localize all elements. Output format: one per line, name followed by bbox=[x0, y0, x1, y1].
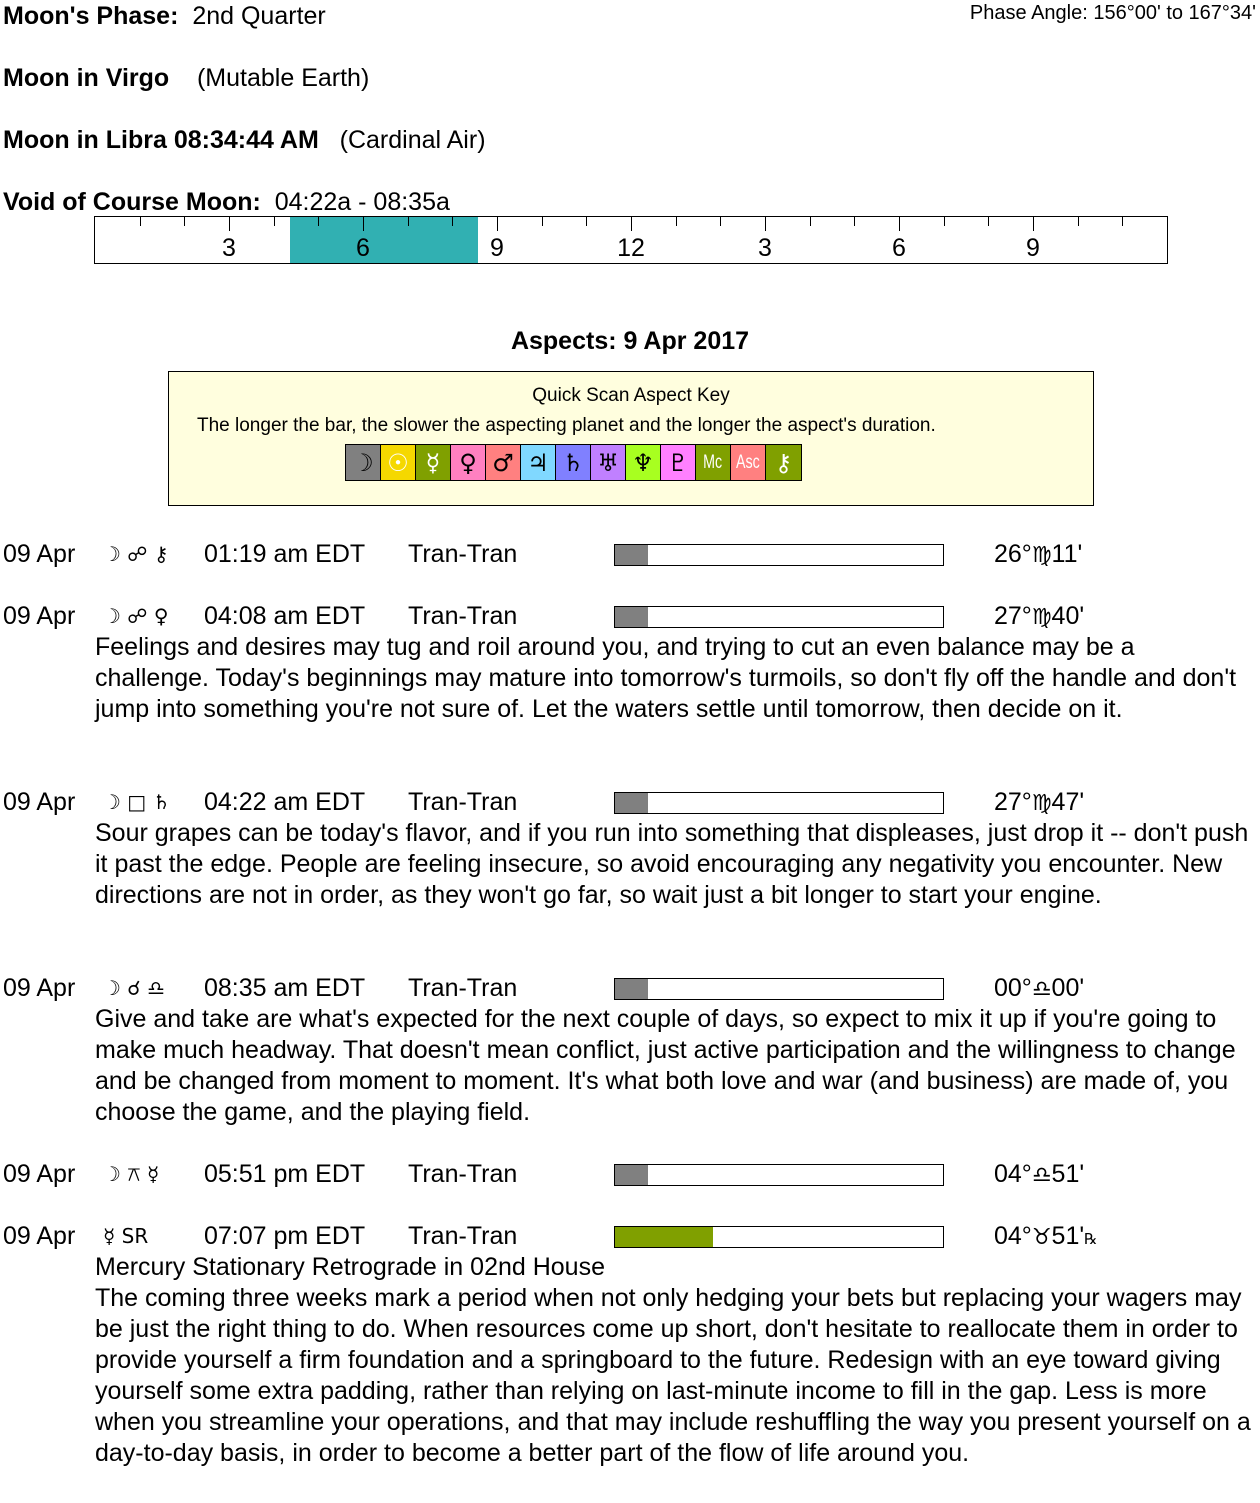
neptune-icon: ♆ bbox=[632, 448, 654, 477]
moon-sign-1-value: (Mutable Earth) bbox=[196, 64, 370, 92]
aspect-duration-fill bbox=[615, 979, 648, 999]
void-of-course bbox=[3, 187, 450, 217]
aspect-interpretation bbox=[95, 818, 1255, 911]
timeline-tick bbox=[542, 217, 543, 226]
position-degree: 04° bbox=[994, 1222, 1032, 1250]
aspect-duration-bar bbox=[614, 792, 944, 814]
timeline-label: 6 bbox=[356, 234, 370, 262]
timeline-tick bbox=[586, 217, 587, 226]
timeline-tick bbox=[988, 217, 989, 226]
aspect-duration-fill bbox=[615, 793, 648, 813]
aspect-row bbox=[0, 601, 1260, 631]
position-minute: 47' bbox=[1051, 788, 1085, 816]
aspect-position bbox=[994, 1159, 1084, 1192]
aspect-time: 04:22 am EDT bbox=[204, 788, 366, 816]
moon-sign-1-label: Moon in Virgo bbox=[3, 64, 170, 92]
timeline-label: 6 bbox=[892, 234, 906, 262]
aspect-key-description: The longer the bar, the slower the aspecting planet and the longer the aspect's duration. bbox=[197, 415, 936, 436]
aspect-interpretation bbox=[95, 1252, 1255, 1469]
moon-icon: ☽ bbox=[352, 448, 374, 477]
aspect-position bbox=[994, 1221, 1098, 1254]
aspect-time: 08:35 am EDT bbox=[204, 974, 366, 1002]
position-degree: 27° bbox=[994, 788, 1032, 816]
uranus-icon: ♅ bbox=[597, 448, 619, 477]
key-cell-moon bbox=[346, 445, 381, 480]
moon-sign-2-label: Moon in Libra 08:34:44 AM bbox=[3, 126, 319, 154]
position-degree: 26° bbox=[994, 540, 1032, 568]
zodiac-sign-icon: ♍ bbox=[1031, 791, 1052, 816]
aspect-duration-bar bbox=[614, 1164, 944, 1186]
aspect-row bbox=[0, 973, 1260, 1003]
timeline-tick bbox=[452, 217, 453, 226]
aspect-row bbox=[0, 787, 1260, 817]
key-cell-neptune bbox=[626, 445, 661, 480]
key-cell-chiron bbox=[766, 445, 801, 480]
timeline-tick bbox=[408, 217, 409, 226]
timeline-tick bbox=[676, 217, 677, 226]
aspect-row bbox=[0, 1221, 1260, 1251]
aspect-position bbox=[994, 601, 1084, 634]
key-cell-sun bbox=[381, 445, 416, 480]
aspect-duration-fill bbox=[615, 545, 648, 565]
aspect-type: Tran-Tran bbox=[408, 602, 518, 630]
aspect-glyphs-icon: ☽ □ ♄ bbox=[103, 790, 171, 814]
aspect-glyphs-icon: ☽ ☌ ♎ bbox=[103, 976, 166, 1000]
aspect-time: 05:51 pm EDT bbox=[204, 1160, 366, 1188]
timeline-tick bbox=[944, 217, 945, 226]
timeline-tick bbox=[1078, 217, 1079, 226]
retrograde-icon: ℞ bbox=[1084, 1230, 1098, 1248]
aspect-duration-bar bbox=[614, 978, 944, 1000]
saturn-icon: ♄ bbox=[562, 448, 584, 477]
aspect-duration-bar bbox=[614, 606, 944, 628]
timeline-label: 9 bbox=[1026, 234, 1040, 262]
moon-phase-value: 2nd Quarter bbox=[192, 2, 326, 30]
position-minute: 51' bbox=[1051, 1222, 1085, 1250]
aspect-glyphs-icon: ☽ ⚻ ☿ bbox=[103, 1162, 160, 1186]
aspect-time: 01:19 am EDT bbox=[204, 540, 366, 568]
pluto-icon: ♇ bbox=[667, 448, 689, 477]
timeline-tick bbox=[810, 217, 811, 226]
aspect-interpretation bbox=[95, 632, 1255, 725]
aspect-glyphs-icon: ☿ SR bbox=[103, 1224, 149, 1248]
aspect-interpretation-text: Feelings and desires may tug and roil around you, and trying to cut an even balance may be a challenge. Today's beginnings may mature into tomorrow's turmoils, so don't fly off the handle and don't jump into something you're not sure of. Let the waters settle until tomorrow, then decide on it. bbox=[95, 633, 1237, 723]
aspect-interpretation-text: Give and take are what's expected for the next couple of days, so expect to mix it up if you're going to make much headway. That doesn't mean conflict, just active participation and the willingness to change and be changed from moment to moment. It's what both love and war (and business) are made of, you choose the game, and the playing field. bbox=[95, 1005, 1236, 1126]
aspect-interpretation bbox=[95, 1004, 1255, 1128]
position-minute: 40' bbox=[1051, 602, 1085, 630]
aspect-position bbox=[994, 787, 1084, 820]
key-cell-uranus bbox=[591, 445, 626, 480]
timeline-label: 3 bbox=[222, 234, 236, 262]
key-cell-saturn bbox=[556, 445, 591, 480]
position-minute: 11' bbox=[1051, 540, 1083, 568]
timeline-tick bbox=[140, 217, 141, 226]
voc-timeline bbox=[94, 216, 1168, 264]
timeline-tick bbox=[229, 217, 230, 231]
jupiter-icon: ♃ bbox=[527, 448, 549, 477]
aspect-type: Tran-Tran bbox=[408, 1160, 518, 1188]
aspect-date: 09 Apr bbox=[3, 540, 76, 568]
zodiac-sign-icon: ♍ bbox=[1031, 605, 1052, 630]
ascendant-icon: Asc bbox=[736, 451, 760, 473]
moon-sign-libra bbox=[3, 125, 486, 155]
aspect-date: 09 Apr bbox=[3, 1222, 76, 1250]
position-minute: 51' bbox=[1051, 1160, 1085, 1188]
key-cell-venus bbox=[451, 445, 486, 480]
aspect-duration-bar bbox=[614, 1226, 944, 1248]
timeline-tick bbox=[1122, 217, 1123, 226]
timeline-tick bbox=[765, 217, 766, 231]
timeline-tick bbox=[274, 217, 275, 226]
timeline-tick bbox=[1033, 217, 1034, 231]
aspect-type: Tran-Tran bbox=[408, 788, 518, 816]
aspect-interpretation-text: Sour grapes can be today's flavor, and if you run into something that displeases, just drop it -- don't push it past the edge. People are feeling insecure, so avoid encouraging any negativity you encounter. New directions are not in order, as they won't go far, so wait just a bit longer to start your engine. bbox=[95, 819, 1249, 909]
sun-icon: ☉ bbox=[387, 448, 409, 477]
timeline-tick bbox=[184, 217, 185, 226]
aspect-type: Tran-Tran bbox=[408, 974, 518, 1002]
aspect-duration-fill bbox=[615, 1227, 713, 1247]
timeline-label: 9 bbox=[490, 234, 504, 262]
aspect-time: 07:07 pm EDT bbox=[204, 1222, 366, 1250]
aspect-duration-fill bbox=[615, 607, 648, 627]
aspect-duration-fill bbox=[615, 1165, 648, 1185]
position-minute: 00' bbox=[1051, 974, 1085, 1002]
aspects-title: Aspects: 9 Apr 2017 bbox=[510, 327, 750, 355]
aspect-type: Tran-Tran bbox=[408, 1222, 518, 1250]
aspect-key-title: Quick Scan Aspect Key bbox=[532, 385, 730, 406]
mercury-icon: ☿ bbox=[425, 448, 441, 477]
timeline-tick bbox=[854, 217, 855, 226]
aspect-duration-bar bbox=[614, 544, 944, 566]
key-cell-mercury bbox=[416, 445, 451, 480]
aspect-row bbox=[0, 539, 1260, 569]
timeline-label: 12 bbox=[617, 234, 645, 262]
moon-phase-label: Moon's Phase: bbox=[3, 2, 179, 30]
timeline-tick bbox=[497, 217, 498, 231]
moon-sign-2-value: (Cardinal Air) bbox=[339, 126, 486, 154]
aspect-key-cells bbox=[345, 444, 802, 481]
key-cell-ascendant bbox=[731, 445, 766, 480]
aspect-type: Tran-Tran bbox=[408, 540, 518, 568]
aspect-glyphs-icon: ☽ ☍ ⚷ bbox=[103, 542, 169, 566]
voc-value: 04:22a - 08:35a bbox=[274, 188, 450, 216]
timeline-tick bbox=[720, 217, 721, 226]
key-cell-jupiter bbox=[521, 445, 556, 480]
midheaven-icon: Mc bbox=[703, 451, 723, 473]
zodiac-sign-icon: ♍ bbox=[1031, 543, 1052, 568]
zodiac-sign-icon: ♎ bbox=[1031, 1163, 1052, 1188]
key-cell-mars bbox=[486, 445, 521, 480]
aspect-date: 09 Apr bbox=[3, 1160, 76, 1188]
position-degree: 27° bbox=[994, 602, 1032, 630]
chiron-icon: ⚷ bbox=[774, 448, 793, 477]
aspect-position bbox=[994, 973, 1084, 1006]
zodiac-sign-icon: ♉ bbox=[1031, 1225, 1052, 1250]
aspect-date: 09 Apr bbox=[3, 602, 76, 630]
timeline-tick bbox=[899, 217, 900, 231]
aspect-date: 09 Apr bbox=[3, 974, 76, 1002]
voc-label: Void of Course Moon: bbox=[3, 188, 261, 216]
aspect-interpretation-title: Mercury Stationary Retrograde in 02nd House bbox=[95, 1253, 605, 1281]
key-cell-midheaven bbox=[696, 445, 731, 480]
aspect-date: 09 Apr bbox=[3, 788, 76, 816]
aspect-row bbox=[0, 1159, 1260, 1189]
timeline-tick bbox=[318, 217, 319, 226]
aspect-key-box bbox=[168, 371, 1094, 506]
aspect-time: 04:08 am EDT bbox=[204, 602, 366, 630]
timeline-tick bbox=[363, 217, 364, 231]
key-cell-pluto bbox=[661, 445, 696, 480]
timeline-tick bbox=[631, 217, 632, 231]
aspect-interpretation-text: The coming three weeks mark a period when not only hedging your bets but replacing your wagers may be just the right thing to do. When resources come up short, don't hesitate to reallocate them in order to provide yourself a firm foundation and a springboard to the future. Redesign with an eye toward giving yourself some extra padding, rather than relying on last-minute income to fill in the gap. Less is more when you streamline your operations, and that may include reshuffling the way you present yourself on a day-to-day basis, in order to become a better part of the flow of life around you. bbox=[95, 1284, 1251, 1467]
aspect-glyphs-icon: ☽ ☍ ♀ bbox=[103, 604, 169, 628]
mars-icon: ♂ bbox=[492, 448, 514, 477]
position-degree: 04° bbox=[994, 1160, 1032, 1188]
phase-angle: Phase Angle: 156°00' to 167°34' bbox=[969, 2, 1256, 24]
moon-phase bbox=[3, 1, 326, 31]
venus-icon: ♀ bbox=[459, 448, 477, 477]
aspect-position bbox=[994, 539, 1082, 572]
moon-sign-virgo bbox=[3, 63, 369, 93]
position-degree: 00° bbox=[994, 974, 1032, 1002]
zodiac-sign-icon: ♎ bbox=[1031, 977, 1052, 1002]
timeline-label: 3 bbox=[758, 234, 772, 262]
